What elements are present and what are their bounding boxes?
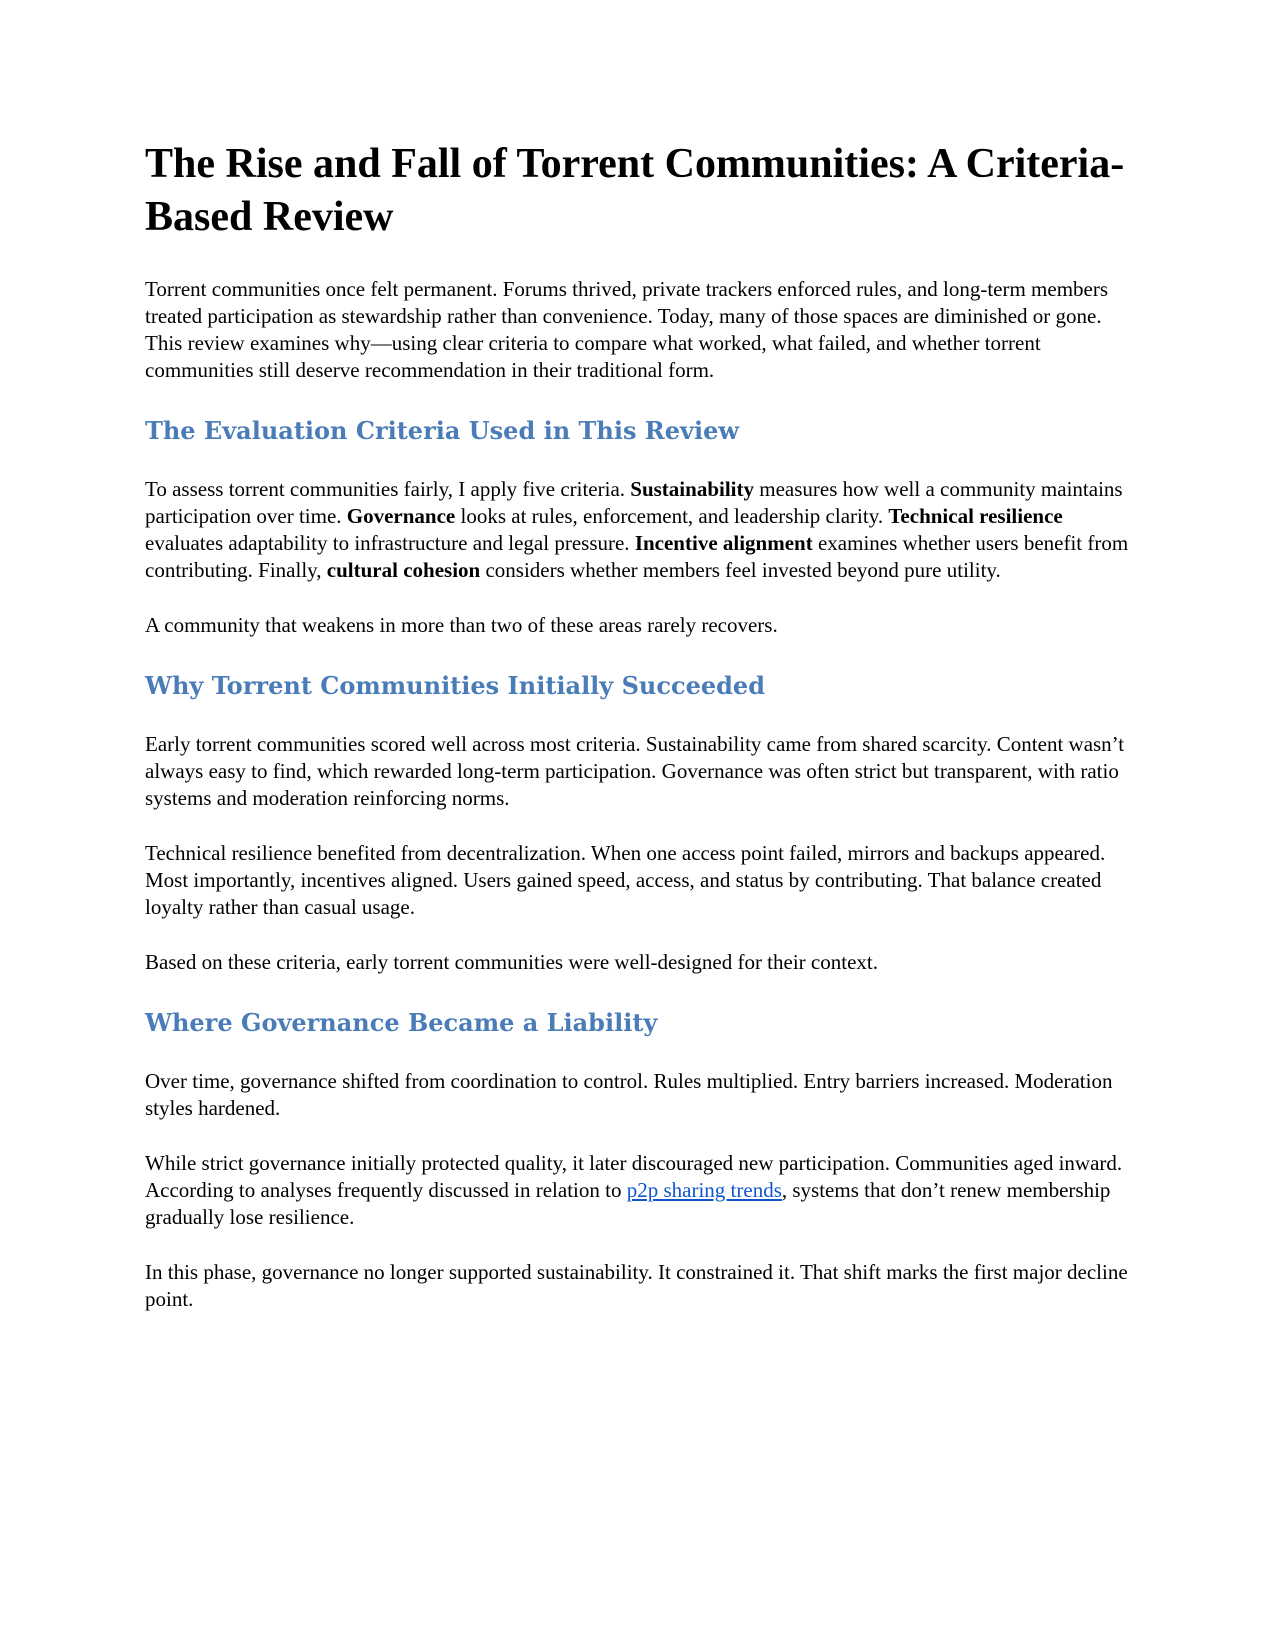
text-run: looks at rules, enforcement, and leadership clarity. (455, 504, 889, 528)
paragraph (145, 1259, 1130, 1313)
text-run: Early torrent communities scored well across most criteria. Sustainability came from shared scarcity. Content wasn’t always easy to find, which rewarded long-term participation. Governance was often strict but transparent, with ratio systems and moderation reinforcing norms. (145, 732, 1125, 810)
text-run: Over time, governance shifted from coordination to control. Rules multiplied. Entry barriers increased. Moderation styles hardened. (145, 1069, 1113, 1120)
document-body (145, 276, 1130, 1313)
document-title: The Rise and Fall of Torrent Communities: A Criteria-Based Review (145, 141, 1125, 240)
bold-text-run: cultural cohesion (326, 558, 481, 582)
bold-text-run: Sustainability (630, 477, 754, 501)
section-heading: Where Governance Became a Liability (145, 1008, 658, 1037)
paragraph (145, 1068, 1130, 1122)
bold-text-run: Incentive alignment (634, 531, 813, 555)
text-run: , systems that don’t renew membership gradually lose resilience. (145, 1178, 1111, 1229)
paragraph (145, 949, 1130, 976)
hyperlink-p2p-sharing-trends[interactable]: p2p sharing trends (626, 1178, 782, 1202)
paragraph (145, 1150, 1130, 1231)
paragraph (145, 476, 1130, 584)
bold-text-run: Governance (346, 504, 456, 528)
paragraph (145, 276, 1130, 384)
text-run: examines whether users benefit from contributing. Finally, (145, 531, 1129, 582)
text-run: evaluates adaptability to infrastructure and legal pressure. (145, 531, 635, 555)
paragraph (145, 840, 1130, 921)
text-run: To assess torrent communities fairly, I apply five criteria. (145, 477, 631, 501)
section-heading: The Evaluation Criteria Used in This Review (145, 416, 740, 445)
paragraph (145, 731, 1130, 812)
section-heading: Why Torrent Communities Initially Succeeded (145, 671, 765, 700)
bold-text-run: Technical resilience (888, 504, 1063, 528)
text-run: Based on these criteria, early torrent communities were well-designed for their context. (145, 950, 878, 974)
text-run: Technical resilience benefited from decentralization. When one access point failed, mirrors and backups appeared. Most importantly, incentives aligned. Users gained speed, access, and status by contributing. That balance created loyalty rather than casual usage. (145, 841, 1106, 919)
text-run: A community that weakens in more than two of these areas rarely recovers. (145, 613, 778, 637)
paragraph (145, 612, 1130, 639)
text-run: measures how well a community maintains participation over time. (145, 477, 1123, 528)
text-run: considers whether members feel invested beyond pure utility. (480, 558, 1001, 582)
text-run: While strict governance initially protected quality, it later discouraged new participation. Communities aged inward. According to analyses frequently discussed in relation to (145, 1151, 1123, 1202)
text-run: Torrent communities once felt permanent. Forums thrived, private trackers enforced rules, and long-term members treated participation as stewardship rather than convenience. Today, many of those spaces are diminished or gone. This review examines why—using clear criteria to compare what worked, what failed, and whether torrent communities still deserve recommendation in their traditional form. (145, 277, 1109, 382)
text-run: In this phase, governance no longer supported sustainability. It constrained it. That shift marks the first major decline point. (145, 1260, 1128, 1311)
